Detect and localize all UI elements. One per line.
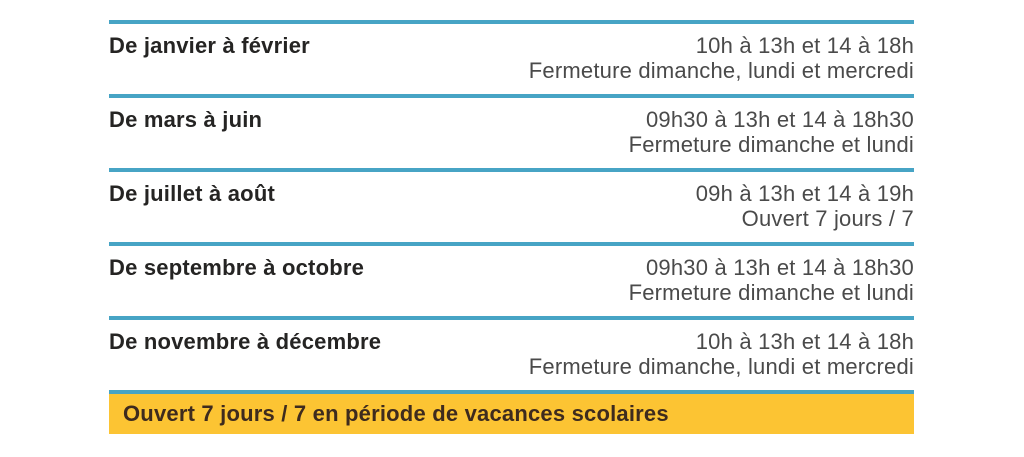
schedule-row-mars-juin [109, 94, 914, 168]
hours-text: 09h30 à 13h et 14 à 18h30 [645, 255, 914, 280]
row-times [629, 107, 914, 157]
period-label: De juillet à août [109, 181, 275, 206]
period-label: De janvier à février [109, 33, 310, 58]
period-label: De mars à juin [109, 107, 263, 132]
row-times [529, 33, 914, 83]
vacation-banner [109, 390, 914, 434]
period-label: De novembre à décembre [109, 329, 382, 354]
row-times [529, 329, 914, 379]
schedule-row-novembre-decembre [109, 316, 914, 390]
row-times [629, 255, 914, 305]
row-times [696, 181, 914, 231]
closure-text: Fermeture dimanche, lundi et mercredi [528, 354, 914, 379]
closure-text: Fermeture dimanche et lundi [628, 280, 914, 305]
schedule-row-septembre-octobre [109, 242, 914, 316]
schedule-row-juillet-aout [109, 168, 914, 242]
hours-text: 10h à 13h et 14 à 18h [695, 329, 914, 354]
closure-text: Fermeture dimanche, lundi et mercredi [528, 58, 914, 83]
hours-text: 09h à 13h et 14 à 19h [695, 181, 914, 206]
closure-text: Ouvert 7 jours / 7 [741, 206, 914, 231]
opening-hours-table [109, 20, 914, 434]
vacation-banner-text: Ouvert 7 jours / 7 en période de vacances scolaires [123, 401, 669, 426]
period-label: De septembre à octobre [109, 255, 365, 280]
closure-text: Fermeture dimanche et lundi [628, 132, 914, 157]
hours-text: 10h à 13h et 14 à 18h [695, 33, 914, 58]
hours-text: 09h30 à 13h et 14 à 18h30 [645, 107, 914, 132]
schedule-row-janvier-fevrier [109, 20, 914, 94]
